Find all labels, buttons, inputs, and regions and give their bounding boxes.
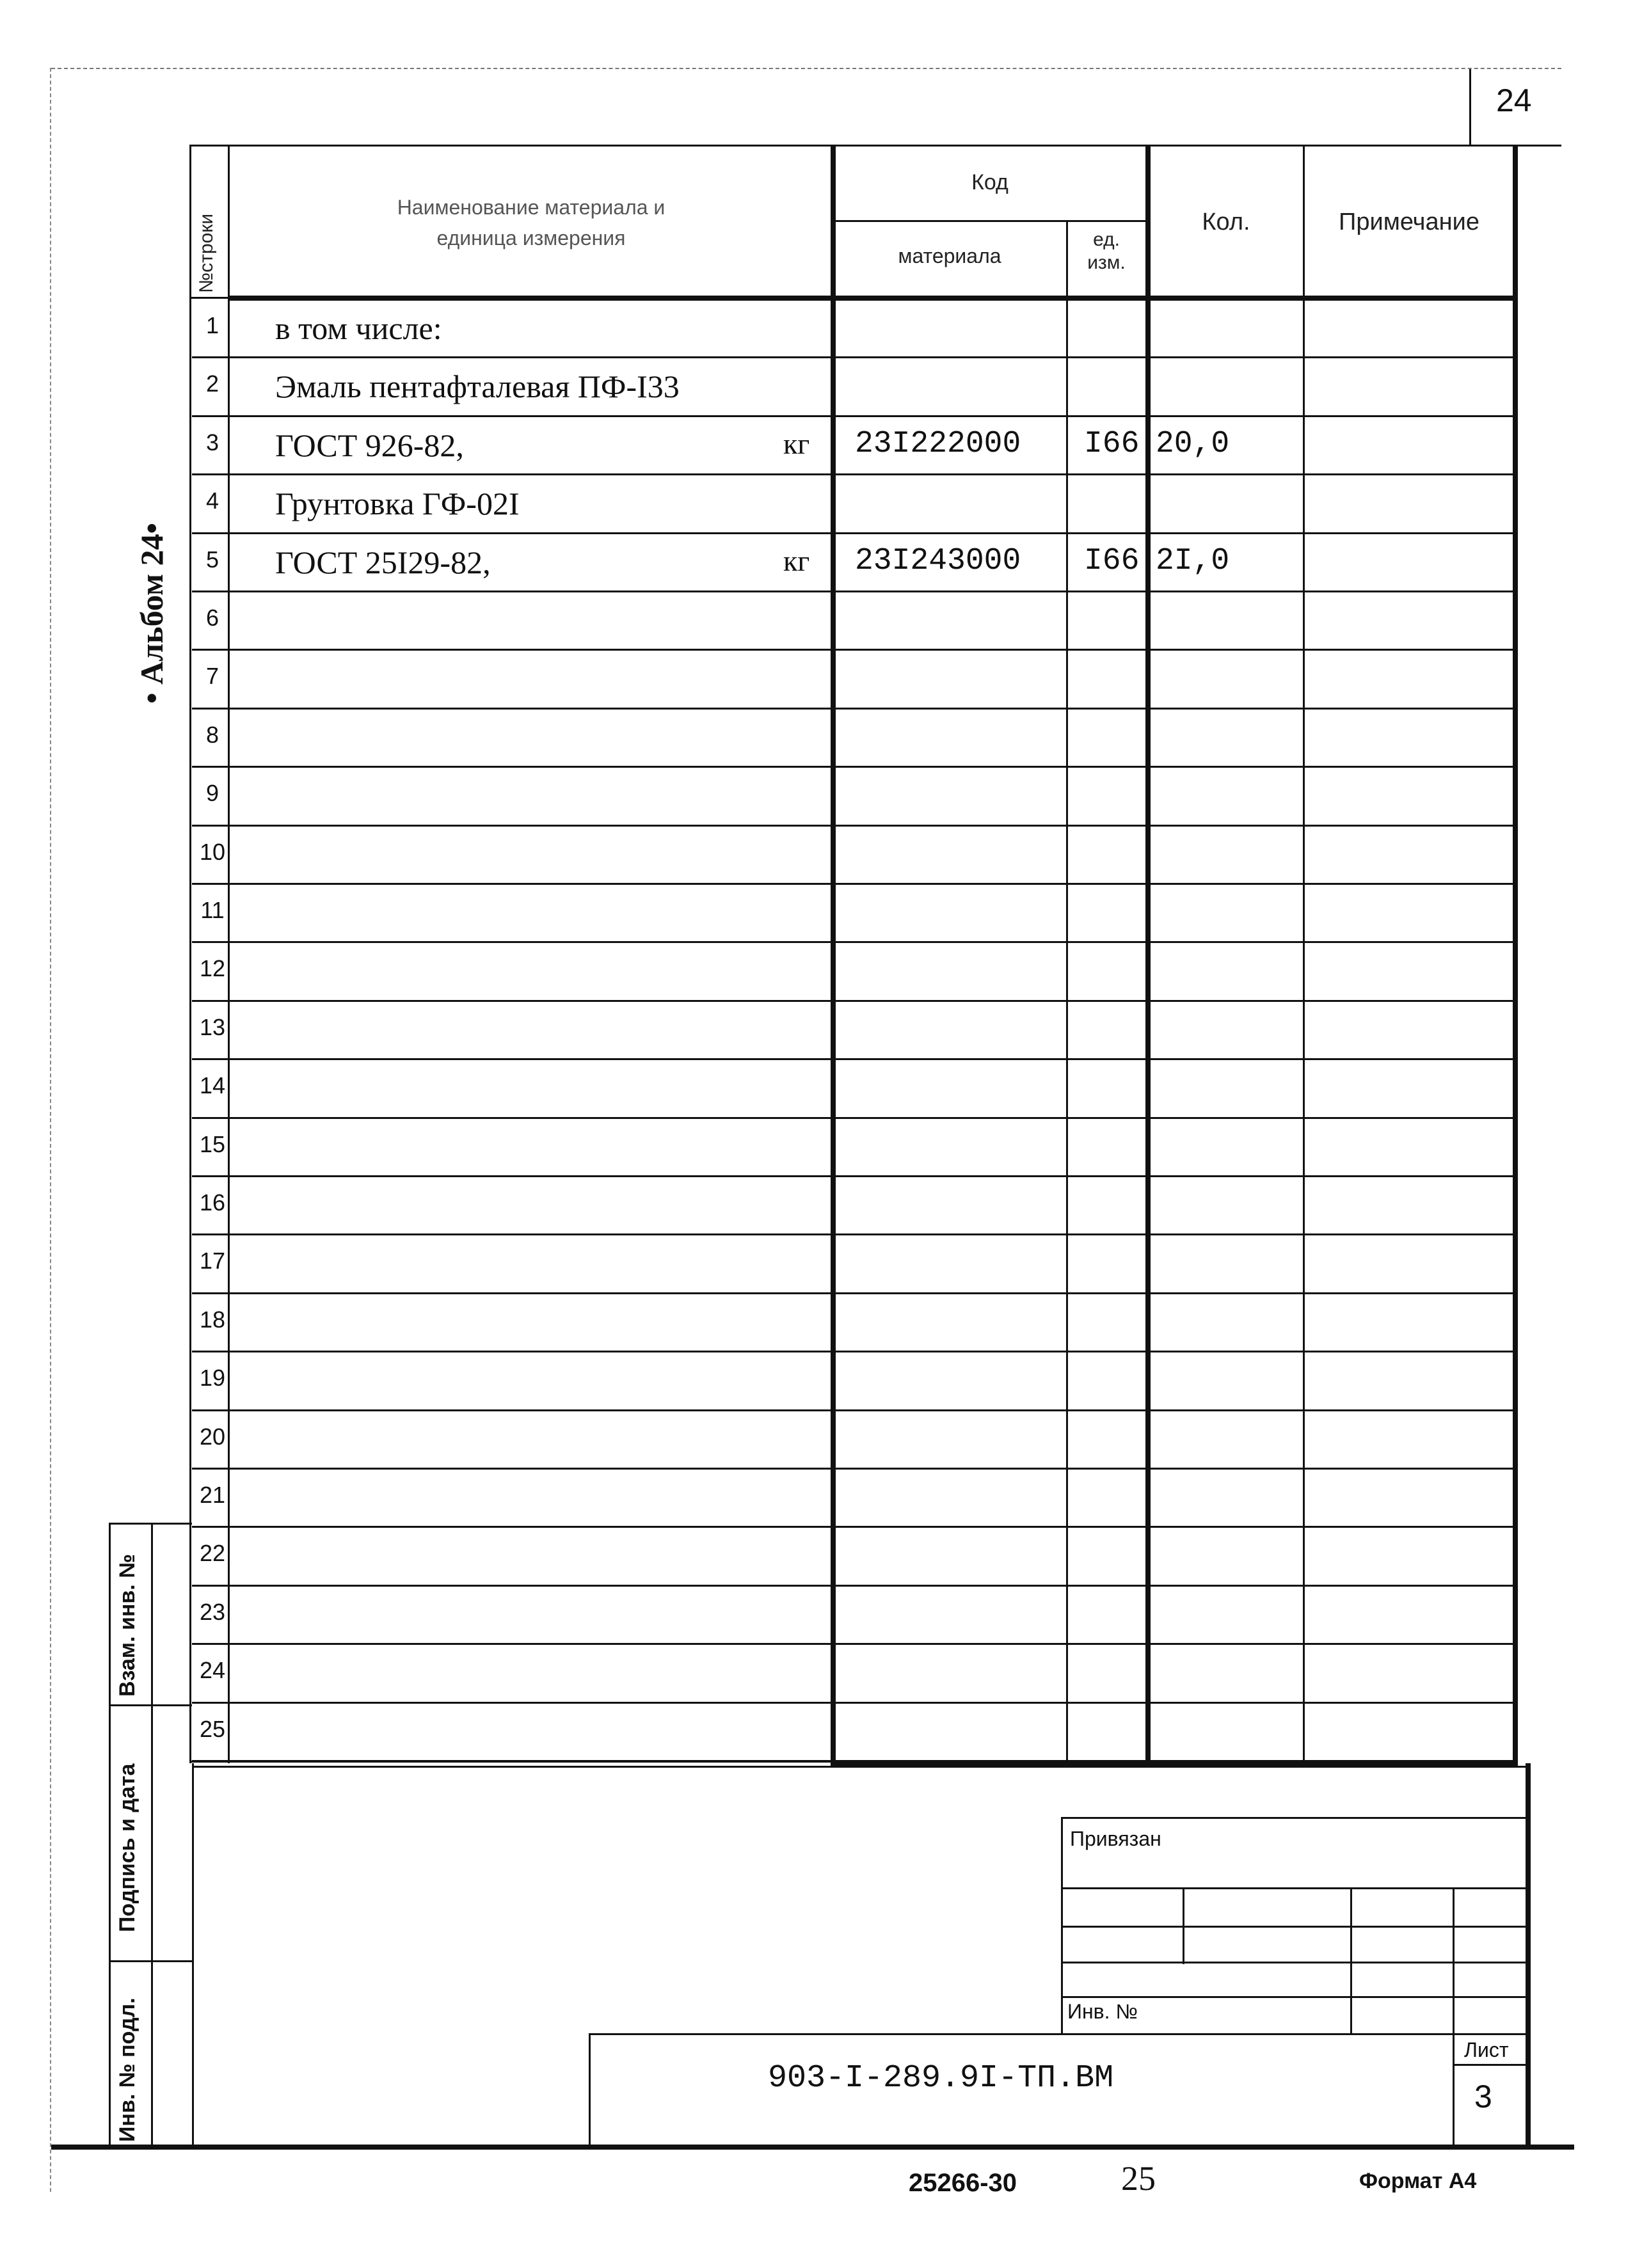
note-col-right bbox=[1513, 145, 1518, 1763]
row-number: 2 bbox=[205, 370, 219, 397]
header-bottom bbox=[228, 296, 1518, 301]
side-stamp-mid bbox=[151, 1523, 153, 2150]
side-stamp-split1 bbox=[109, 1704, 192, 1706]
row-name: ГОСТ 926-82, bbox=[275, 427, 464, 463]
row-material-code: 23I243000 bbox=[855, 543, 1021, 578]
table-top bbox=[189, 145, 1561, 147]
frame-right-lower bbox=[1526, 1763, 1531, 2147]
table-row-line bbox=[192, 532, 1515, 534]
rowno-col-left bbox=[189, 145, 191, 1763]
header-code-material: материала bbox=[898, 244, 1001, 267]
top-border bbox=[51, 68, 1561, 69]
table-row-line bbox=[192, 708, 1515, 710]
table-row-line bbox=[192, 1585, 1515, 1587]
frame-left-lower bbox=[192, 1763, 194, 2147]
left-edge bbox=[50, 68, 51, 2192]
header-code: Код bbox=[971, 170, 1008, 194]
table-row-line bbox=[192, 1000, 1515, 1002]
row-number: 12 bbox=[199, 955, 226, 982]
stamp-row3 bbox=[1061, 1962, 1527, 1963]
side-stamp-top bbox=[109, 1523, 192, 1525]
header-bottom-left bbox=[189, 297, 229, 299]
stamp-row2 bbox=[1061, 1926, 1527, 1928]
doc-box-top bbox=[589, 2033, 1527, 2035]
qty-col-right bbox=[1303, 145, 1305, 1763]
table-row-line bbox=[192, 356, 1515, 358]
header-code-unit-line1: ед. bbox=[1093, 229, 1120, 250]
row-number: 4 bbox=[205, 488, 219, 514]
row-number: 18 bbox=[199, 1306, 226, 1333]
table-row-line bbox=[192, 1468, 1515, 1470]
sheet-number: 3 bbox=[1474, 2079, 1492, 2114]
stamp-col1 bbox=[1183, 1887, 1184, 1964]
table-row-line bbox=[192, 1643, 1515, 1645]
row-unit-code: I66 bbox=[1084, 543, 1140, 578]
side-stamp-inv-podl: Инв. № подл. bbox=[115, 1997, 139, 2142]
table-row-line bbox=[192, 1409, 1515, 1411]
table-row-line bbox=[192, 473, 1515, 475]
code-col-right bbox=[1066, 220, 1068, 1763]
stamp-col3 bbox=[1453, 1887, 1455, 2147]
row-number: 21 bbox=[199, 1482, 226, 1508]
side-stamp-split2 bbox=[109, 1960, 192, 1962]
header-code-unit-line2: изм. bbox=[1087, 252, 1126, 273]
row-unit: кг bbox=[783, 544, 810, 577]
stamp-top bbox=[1061, 1817, 1527, 1819]
side-stamp-podpis: Подпись и дата bbox=[115, 1763, 139, 1932]
row-quantity: 2I,0 bbox=[1156, 543, 1230, 578]
row-number: 22 bbox=[199, 1540, 226, 1567]
row-number: 14 bbox=[199, 1072, 226, 1099]
album-label: • Альбом 24• bbox=[134, 522, 170, 704]
stamp-row4 bbox=[1061, 1996, 1527, 1998]
header-name-line1: Наименование материала и bbox=[397, 196, 666, 219]
footer-page-no: 25 bbox=[1121, 2159, 1156, 2198]
table-row-line bbox=[192, 1351, 1515, 1352]
doc-code: 903-I-289.9I-ТП.ВМ bbox=[768, 2060, 1114, 2097]
header-name-line2: единица измерения bbox=[436, 226, 626, 250]
row-number: 3 bbox=[205, 429, 219, 456]
row-number: 25 bbox=[199, 1715, 226, 1742]
table-row-line bbox=[192, 591, 1515, 592]
row-number: 10 bbox=[199, 838, 226, 865]
table-row-line bbox=[192, 1058, 1515, 1060]
row-number: 15 bbox=[199, 1130, 226, 1157]
page-number: 24 bbox=[1496, 83, 1532, 118]
row-number: 9 bbox=[205, 780, 219, 807]
row-material-code: 23I222000 bbox=[855, 426, 1021, 461]
row-number: 20 bbox=[199, 1423, 226, 1450]
row-number: 17 bbox=[199, 1248, 226, 1274]
row-number: 23 bbox=[199, 1598, 226, 1625]
row-number: 11 bbox=[200, 897, 225, 923]
row-number: 8 bbox=[205, 721, 219, 748]
frame-bottom bbox=[51, 2145, 1574, 2150]
row-name: Эмаль пентафталевая ПФ-I33 bbox=[275, 369, 680, 405]
row-number: 5 bbox=[205, 546, 219, 573]
stamp-privyazan: Привязан bbox=[1070, 1827, 1161, 1850]
table-row-line bbox=[192, 415, 1515, 417]
side-stamp-vzam: Взам. инв. № bbox=[115, 1553, 139, 1697]
header-note: Примечание bbox=[1339, 209, 1479, 235]
row-name: Грунтовка ГФ-02I bbox=[275, 486, 520, 522]
row-name: ГОСТ 25I29-82, bbox=[275, 544, 491, 580]
page-number-box-left bbox=[1469, 69, 1471, 145]
table-row-line bbox=[192, 1233, 1515, 1235]
table-row-line bbox=[192, 1292, 1515, 1294]
row-number: 16 bbox=[199, 1189, 226, 1216]
row-number: 19 bbox=[199, 1365, 226, 1392]
table-row-line bbox=[192, 1760, 1515, 1762]
table-row-line bbox=[192, 1117, 1515, 1119]
row-number: 6 bbox=[205, 605, 219, 631]
row-number: 1 bbox=[205, 312, 219, 338]
frame-stamp-top bbox=[192, 1766, 1528, 1768]
table-row-line bbox=[192, 1526, 1515, 1528]
row-unit: кг bbox=[783, 427, 810, 460]
row-quantity: 20,0 bbox=[1156, 426, 1230, 461]
row-number: 7 bbox=[205, 663, 219, 690]
unit-col-right bbox=[1145, 145, 1151, 1763]
table-row-line bbox=[192, 941, 1515, 943]
sheet-label: Лист bbox=[1464, 2038, 1509, 2061]
stamp-inv-no: Инв. № bbox=[1067, 2000, 1138, 2023]
footer-format: Формат А4 bbox=[1359, 2169, 1477, 2193]
rowno-col-right bbox=[228, 145, 230, 1763]
footer-order-no: 25266-30 bbox=[909, 2169, 1017, 2197]
row-unit-code: I66 bbox=[1084, 426, 1140, 461]
side-stamp-left bbox=[109, 1523, 111, 2150]
table-row-line bbox=[192, 825, 1515, 827]
row-name: в том числе: bbox=[275, 310, 442, 346]
doc-box-left bbox=[589, 2033, 591, 2147]
stamp-col2 bbox=[1350, 1887, 1352, 2034]
row-number: 24 bbox=[199, 1657, 226, 1684]
table-row-line bbox=[192, 1175, 1515, 1177]
code-split bbox=[833, 220, 1147, 222]
table-row-line bbox=[192, 1702, 1515, 1704]
table-row-line bbox=[192, 649, 1515, 651]
stamp-row1 bbox=[1061, 1887, 1527, 1889]
table-row-line bbox=[192, 883, 1515, 885]
header-row-no: №строки bbox=[196, 213, 217, 293]
table-row-line bbox=[192, 766, 1515, 768]
row-number: 13 bbox=[199, 1013, 226, 1040]
header-qty: Кол. bbox=[1202, 209, 1250, 235]
name-col-right bbox=[831, 145, 836, 1763]
sheet-split bbox=[1453, 2064, 1527, 2066]
